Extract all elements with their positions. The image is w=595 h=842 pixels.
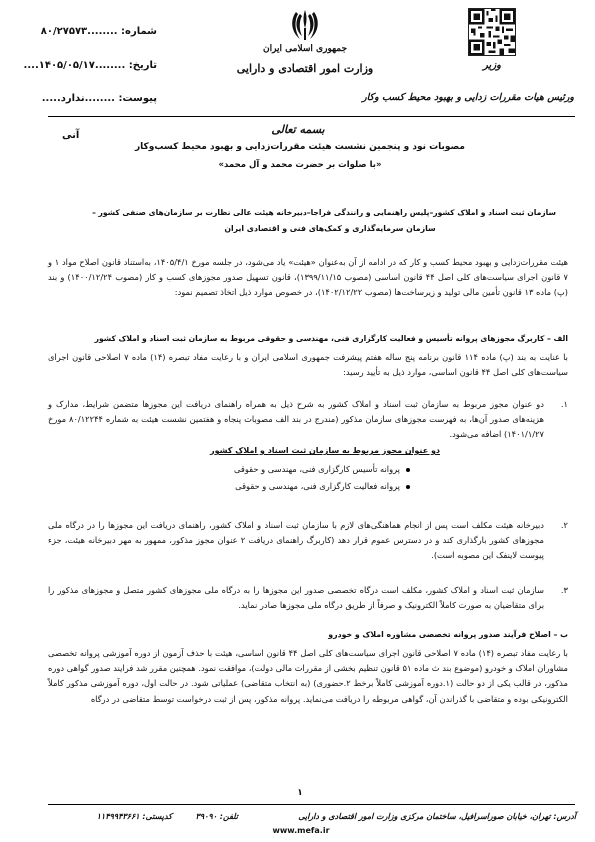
section-a-intro: با عنایت به بند (پ) ماده ۱۱۴ قانون برنامه پنج ساله هفتم پیشرفت جمهوری اسلامی ایران و با رعایت مفاد تبصره (۱۴) ماده ۷ اصلاحی قانون اجرای سیاست‌های کلی اصل ۴۴ قانون اساسی، موارد ذیل به تأیید رسید: (48, 352, 568, 378)
board-title: ورئیس هیات مقررات زدایی و بهبود محیط کسب وکار (362, 92, 574, 103)
letter-number (37, 26, 157, 37)
minister-title: وزیر (483, 60, 501, 71)
iran-emblem-icon (290, 8, 320, 44)
bullet-text-2: پروانه فعالیت کارگزاری فنی، مهندسی و حقوقی (235, 481, 400, 491)
number-value: ........۸۰/۲۷۵۷۳ (40, 26, 118, 37)
letter-attachment (37, 93, 157, 104)
footer-divider (48, 804, 575, 805)
intro-paragraph: هیئت مقررات‌زدایی و بهبود محیط کسب و کار که در ادامه از آن به‌عنوان «هیئت» یاد می‌شود، در جلسه مورخ ۱۴۰۵/۴/۱، به‌استناد قانون اصلاح مواد ۱ و ۷ قانون اجرای سیاست‌های کلی اصل ۴۴ قانون اساسی (مصوب ۱۳۹۹/۱۱/۱۵)، قانون تسهیل صدور مجوزهای کسب و کار (مصوب ۱۴۰۰/۱۲/۲۴) و بند (پ) ماده ۱۳ قانون تأمین مالی تولید و زیرساخت‌ها (مصوب ۱۴۰۲/۱۲/۲۲)، در خصوص موارد ذیل اتخاذ تصمیم نمود: (48, 257, 568, 298)
attachment-value: ........ندارد..... (41, 93, 115, 104)
section-b-text: با رعایت مفاد تبصره (۱۴) ماده ۷ اصلاحی قانون اجرای سیاست‌های کلی اصل ۴۴ قانون اساسی، هیئت با حذف آزمون از دوره آموزشی پروانه تخصصی مشاوران املاک و خودرو (موضوع بند ث ماده ۵۱ قانون تنظیم بخشی از مقررات مالی دولت)، موافقت نمود. همچنین مقرر شد فرایند صدور گواهی دوره مذکور، در قالب یکی از دو حالت (۱.دوره آموزشی کاملاً برخط ۲.حضوری) (به انتخاب متقاضی) عملیاتی شود. در حالت اول، دوره آموزشی مذکور کاملاً الکترونیکی بوده و متقاضی با گذراندن آن، گواهی مربوطه را دریافت می‌نماید. پروانه مذکور، پس از ثبت درخواست توسط متقاضی در درگاه (48, 648, 569, 704)
bullet-text-1: پروانه تأسیس کارگزاری فنی، مهندسی و حقوقی (233, 464, 400, 474)
item-3-number: ۳. (560, 585, 568, 595)
basmala: بسمه تعالی (271, 123, 325, 136)
bullet-dot (406, 485, 410, 489)
footer-postal-code: کدپستی: ۱۱۴۹۹۴۳۶۶۱ (96, 812, 172, 821)
bullet-item-1 (200, 462, 410, 477)
section-a-title: الف – کاربرگ مجوزهای پروانه تأسیس و فعالیت کارگزاری فنی، مهندسی و حقوقی مربوط به سازمان ثبت اسناد و املاک کشور (94, 334, 568, 343)
footer-phone: تلفن: ۳۹۰۹۰ (195, 812, 238, 821)
item-2-text: دبیرخانه هیئت مکلف است پس از انجام هماهنگی‌های لازم با سازمان ثبت اسناد و املاک کشور، راهنمای دریافت این مجوزها را در درگاه ملی مجوزهای کشور بارگذاری کند و در دسترس عموم قرار دهد (کاربرگ راهنمای دریافت ۲ عنوان مجوز مذکور، ممهور به مهر دبیرخانه هیئت، جزء پیوست لاینفک این مصوبه است). (48, 520, 544, 561)
section-b-title: ب – اصلاح فرآیند صدور پروانه تخصصی مشاوره املاک و خودرو (328, 630, 568, 639)
footer-website: www.mefa.ir (272, 826, 330, 835)
number-label: شماره: (121, 26, 157, 37)
recipients-line-1: سازمان ثبت اسناد و املاک کشور–پلیس راهنمایی و رانندگی فراجا–دبیرخانه هیئت عالی نظارت بر سازمان‌های صنفی کشور – (92, 208, 556, 217)
bullet-dot (406, 468, 410, 472)
page-number: ۱ (297, 788, 303, 798)
item-3-text: سازمان ثبت اسناد و املاک کشور، مکلف است درگاه تخصصی صدور این مجوزها را به درگاه ملی مجوزهای کشور متصل و مجوزهای مذکور را برای متقاضیان به صورت کاملاً الکترونیک و صرفاً از طریق درگاه ملی مجوزها صادر نماید. (48, 585, 544, 611)
republic-title: جمهوری اسلامی ایران (262, 44, 348, 54)
date-label: تاریخ: (128, 60, 157, 71)
footer-address: آدرس: تهران، خیابان صوراسرافیل، ساختمان مرکزی وزارت امور اقتصادی و دارایی (298, 812, 576, 821)
recipients-line-2: سازمان سرمایه‌گذاری و کمک‌های فنی و اقتصادی ایران (224, 224, 436, 233)
urgency-label: آنی (62, 130, 80, 141)
qr-code (468, 8, 516, 56)
item-2-number: ۲. (560, 520, 568, 530)
salawat-line: «با صلوات بر حضرت محمد و آل محمد» (218, 160, 382, 170)
letter-date (23, 60, 157, 71)
attachment-label: پیوست: (118, 93, 157, 104)
header-divider (48, 116, 575, 117)
ministry-title: وزارت امور اقتصادی و دارایی (236, 62, 374, 75)
item-1-text: دو عنوان مجوز مربوط به سازمان ثبت اسناد و املاک کشور به شرح ذیل به همراه راهنمای دریافت این مجوزها متضمن شرایط، مدارک و هزینه‌های صدور آن‌ها، به فهرست مجوزهای سازمان مذکور (مندرج در بند الف مصوبات پنجاه و هفتمین نشست هیئت به شماره ۸۰/۱۲۲۴۴ مورخ ۱۴۰۱/۱/۲۷) اضافه می‌شود. (48, 399, 544, 440)
date-value: ........۱۴۰۵/۰۵/۱۷.... (23, 60, 126, 71)
item-1-number: ۱. (560, 399, 568, 409)
licenses-box-title: دو عنوان مجوز مربوط به سازمان ثبت اسناد و املاک کشور (209, 446, 441, 455)
bullet-item-2 (200, 479, 410, 494)
document-title: مصوبات نود و پنجمین نشست هیئت مقررات‌زدایی و بهبود محیط کسب‌وکار (135, 142, 465, 152)
